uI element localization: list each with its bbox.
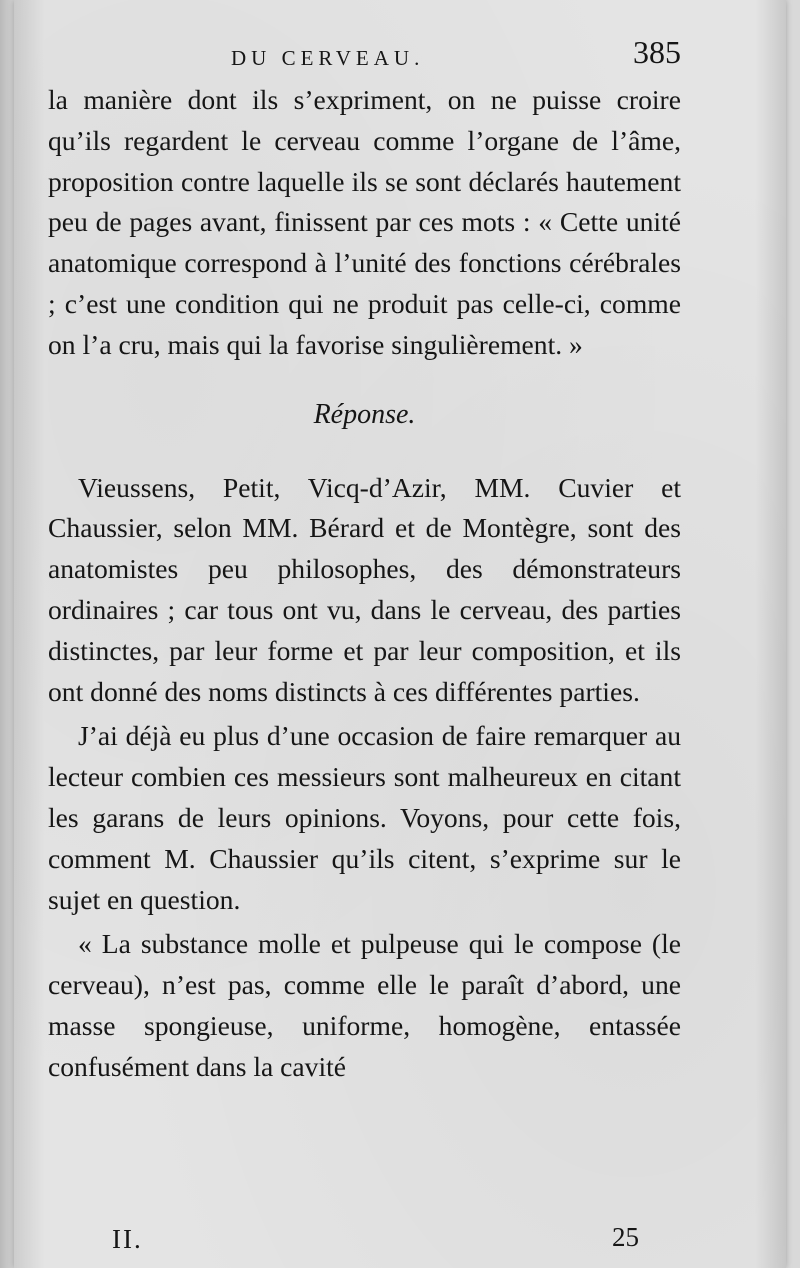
book-spine-edge (0, 0, 14, 1268)
paragraph: J’ai déjà eu plus d’une occasion de faire remarquer au lecteur combien ces messieurs sont malheureux en citant les garans de leurs opinions. Voyons, pour cette fois, comment M. Chaussier qu’ils citent, s’exprime sur le sujet en question. (48, 720, 681, 915)
running-header (48, 28, 681, 80)
running-title: DU CERVEAU. (231, 46, 425, 70)
signature-mark: II. (112, 1224, 143, 1254)
page-footer (48, 1222, 681, 1258)
paragraph: Vieussens, Petit, Vicq-d’Azir, MM. Cuvier et Chaussier, selon MM. Bérard et de Montègre, sont des anatomistes peu philosophes, des démonstrateurs ordinaires ; car tous ont vu, dans le cerveau, des parties distinctes, par leur forme et par leur composition, et ils ont donné des noms distincts à ces différentes parties. (48, 471, 681, 707)
page-number: 385 (633, 34, 681, 70)
section-heading: Réponse. (313, 398, 416, 430)
book-page (14, 0, 786, 1268)
sheet-number: 25 (612, 1222, 639, 1252)
page-text-block (48, 28, 681, 1088)
paragraph: « La substance molle et pulpeuse qui le compose (le cerveau), n’est pas, comme elle le paraît d’abord, une masse spongieuse, uniforme, homogène, entassée confusément dans la cavité (48, 928, 681, 1082)
paragraph-continued: la manière dont ils s’expriment, on ne puisse croire qu’ils regardent le cerveau comme l’organe de l’âme, proposition contre laquelle ils se sont déclarés hautement peu de pages avant, finissent par ces mots : « Cette unité anatomique correspond à l’unité des fonctions cérébrales ; c’est une condition qui ne produit pas celle-ci, comme on l’a cru, mais qui la favorise singulièrement. » (48, 84, 681, 360)
